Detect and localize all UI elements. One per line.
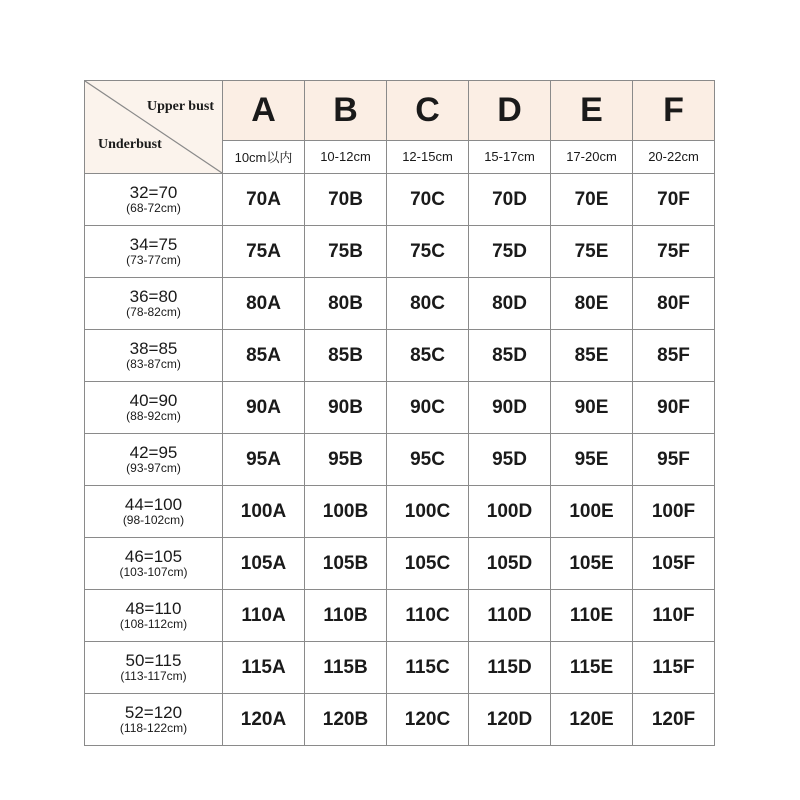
size-cell: 70A <box>223 174 305 226</box>
band-cm-range: (93-97cm) <box>126 461 181 476</box>
size-cell: 90B <box>305 382 387 434</box>
diagonal-divider <box>85 81 222 173</box>
size-cell: 110F <box>633 590 715 642</box>
size-cell: 105D <box>469 538 551 590</box>
band-size: 36=80 <box>129 286 178 306</box>
size-cell: 70B <box>305 174 387 226</box>
band-size: 44=100 <box>124 494 183 514</box>
size-cell: 80B <box>305 278 387 330</box>
size-cell: 90F <box>633 382 715 434</box>
size-cell: 70C <box>387 174 469 226</box>
band-size-cell <box>85 642 223 694</box>
cup-letter: D <box>469 81 551 141</box>
size-cell: 110A <box>223 590 305 642</box>
size-cell: 80C <box>387 278 469 330</box>
size-cell: 75E <box>551 226 633 278</box>
size-cell: 115D <box>469 642 551 694</box>
size-cell: 70E <box>551 174 633 226</box>
upper-bust-label: Upper bust <box>146 99 214 114</box>
band-cm-range: (113-117cm) <box>120 669 187 684</box>
cup-letter: A <box>223 81 305 141</box>
size-cell: 105B <box>305 538 387 590</box>
table-row <box>85 278 715 330</box>
size-cell: 90C <box>387 382 469 434</box>
underbust-label: Underbust <box>98 137 162 152</box>
band-cm-range: (73-77cm) <box>126 253 181 268</box>
size-cell: 105F <box>633 538 715 590</box>
size-cell: 115E <box>551 642 633 694</box>
band-size-cell <box>85 486 223 538</box>
band-size-cell <box>85 330 223 382</box>
size-cell: 70F <box>633 174 715 226</box>
size-cell: 110E <box>551 590 633 642</box>
cup-letter: F <box>633 81 715 141</box>
size-cell: 115F <box>633 642 715 694</box>
band-cm-range: (118-122cm) <box>119 721 188 736</box>
table-row <box>85 642 715 694</box>
size-cell: 80A <box>223 278 305 330</box>
table-row <box>85 434 715 486</box>
band-size-cell <box>85 590 223 642</box>
size-cell: 75F <box>633 226 715 278</box>
size-cell: 120A <box>223 694 305 746</box>
size-cell: 95B <box>305 434 387 486</box>
size-cell: 90E <box>551 382 633 434</box>
cup-range: 20-22cm <box>633 140 715 173</box>
band-cm-range: (78-82cm) <box>126 305 181 320</box>
size-cell: 100B <box>305 486 387 538</box>
cup-letter: E <box>551 81 633 141</box>
band-size: 34=75 <box>129 234 178 254</box>
band-size-cell <box>85 382 223 434</box>
size-cell: 90D <box>469 382 551 434</box>
size-cell: 120C <box>387 694 469 746</box>
size-cell: 95A <box>223 434 305 486</box>
table-row <box>85 486 715 538</box>
size-cell: 105E <box>551 538 633 590</box>
size-cell: 105C <box>387 538 469 590</box>
table-row <box>85 382 715 434</box>
band-cm-range: (88-92cm) <box>126 409 181 424</box>
band-size: 52=120 <box>124 702 183 722</box>
size-cell: 85E <box>551 330 633 382</box>
band-size: 48=110 <box>125 598 182 618</box>
table-row <box>85 174 715 226</box>
size-cell: 80F <box>633 278 715 330</box>
size-cell: 80D <box>469 278 551 330</box>
size-cell: 100D <box>469 486 551 538</box>
cup-range: 10-12cm <box>305 140 387 173</box>
band-cm-range: (108-112cm) <box>119 617 188 632</box>
band-cm-range: (103-107cm) <box>119 565 188 580</box>
size-cell: 85C <box>387 330 469 382</box>
bra-size-chart <box>84 80 715 746</box>
band-size: 32=70 <box>129 182 178 202</box>
size-cell: 85B <box>305 330 387 382</box>
size-cell: 100F <box>633 486 715 538</box>
size-cell: 115A <box>223 642 305 694</box>
size-cell: 120D <box>469 694 551 746</box>
size-cell: 110B <box>305 590 387 642</box>
size-cell: 70D <box>469 174 551 226</box>
size-cell: 75D <box>469 226 551 278</box>
size-cell: 100A <box>223 486 305 538</box>
size-rows <box>85 174 715 746</box>
size-cell: 115B <box>305 642 387 694</box>
size-cell: 95F <box>633 434 715 486</box>
cup-range: 12-15cm <box>387 140 469 173</box>
size-cell: 90A <box>223 382 305 434</box>
size-cell: 85F <box>633 330 715 382</box>
band-size-cell <box>85 538 223 590</box>
table-row <box>85 330 715 382</box>
band-cm-range: (68-72cm) <box>126 201 181 216</box>
size-cell: 120F <box>633 694 715 746</box>
table-row <box>85 538 715 590</box>
size-cell: 75C <box>387 226 469 278</box>
cup-letter: C <box>387 81 469 141</box>
band-size: 38=85 <box>129 338 178 358</box>
size-cell: 95E <box>551 434 633 486</box>
size-cell: 115C <box>387 642 469 694</box>
band-cm-range: (83-87cm) <box>126 357 181 372</box>
cup-range: 17-20cm <box>551 140 633 173</box>
band-size-cell <box>85 694 223 746</box>
band-size: 50=115 <box>125 650 182 670</box>
table-row <box>85 226 715 278</box>
size-cell: 110C <box>387 590 469 642</box>
band-size-cell <box>85 226 223 278</box>
cup-range: 15-17cm <box>469 140 551 173</box>
size-cell: 85D <box>469 330 551 382</box>
size-cell: 75B <box>305 226 387 278</box>
band-size: 46=105 <box>124 546 183 566</box>
cup-letter-row <box>85 81 715 141</box>
band-size-cell <box>85 278 223 330</box>
size-cell: 110D <box>469 590 551 642</box>
size-cell: 100C <box>387 486 469 538</box>
size-cell: 85A <box>223 330 305 382</box>
size-cell: 120B <box>305 694 387 746</box>
band-cm-range: (98-102cm) <box>122 513 185 528</box>
size-cell: 95D <box>469 434 551 486</box>
size-cell: 120E <box>551 694 633 746</box>
band-size: 40=90 <box>129 390 178 410</box>
band-size-cell <box>85 434 223 486</box>
corner-header <box>85 81 223 174</box>
cup-letter: B <box>305 81 387 141</box>
table-row <box>85 590 715 642</box>
band-size: 42=95 <box>129 442 178 462</box>
size-cell: 80E <box>551 278 633 330</box>
size-cell: 105A <box>223 538 305 590</box>
cup-range: 10cm以内 <box>223 140 305 173</box>
size-cell: 75A <box>223 226 305 278</box>
size-cell: 95C <box>387 434 469 486</box>
size-cell: 100E <box>551 486 633 538</box>
table-row <box>85 694 715 746</box>
band-size-cell <box>85 174 223 226</box>
